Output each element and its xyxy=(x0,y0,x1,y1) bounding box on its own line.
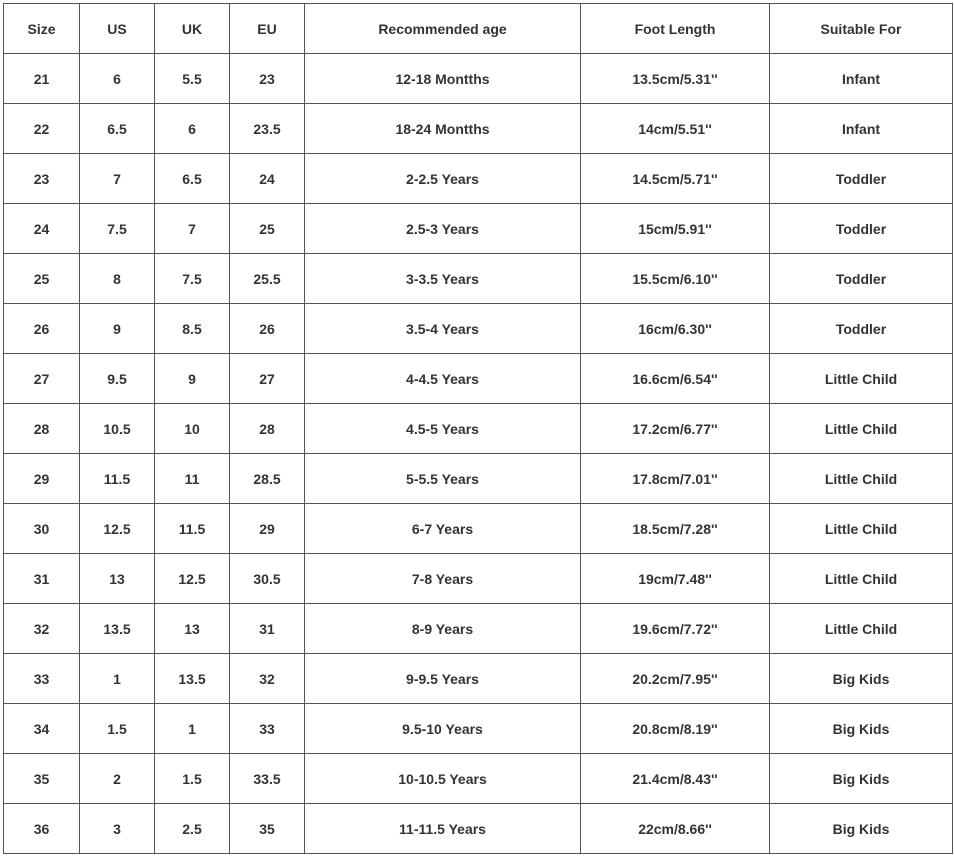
cell-recommended-age: 11-11.5 Years xyxy=(305,804,581,854)
cell-suitable-for: Big Kids xyxy=(770,704,953,754)
cell-foot-length: 17.2cm/6.77'' xyxy=(581,404,770,454)
cell-us: 2 xyxy=(80,754,155,804)
cell-eu: 33 xyxy=(230,704,305,754)
cell-us: 10.5 xyxy=(80,404,155,454)
cell-size: 30 xyxy=(4,504,80,554)
cell-recommended-age: 2-2.5 Years xyxy=(305,154,581,204)
cell-foot-length: 14.5cm/5.71'' xyxy=(581,154,770,204)
cell-size: 24 xyxy=(4,204,80,254)
table-row xyxy=(4,404,953,454)
cell-size: 28 xyxy=(4,404,80,454)
header-size: Size xyxy=(4,4,80,54)
cell-foot-length: 16.6cm/6.54'' xyxy=(581,354,770,404)
header-recommended-age: Recommended age xyxy=(305,4,581,54)
cell-recommended-age: 7-8 Years xyxy=(305,554,581,604)
cell-uk: 2.5 xyxy=(155,804,230,854)
size-chart-table xyxy=(3,3,953,854)
table-row xyxy=(4,504,953,554)
cell-suitable-for: Little Child xyxy=(770,454,953,504)
cell-eu: 35 xyxy=(230,804,305,854)
cell-recommended-age: 10-10.5 Years xyxy=(305,754,581,804)
cell-uk: 12.5 xyxy=(155,554,230,604)
cell-size: 33 xyxy=(4,654,80,704)
cell-eu: 23 xyxy=(230,54,305,104)
cell-suitable-for: Little Child xyxy=(770,354,953,404)
size-chart xyxy=(3,3,952,854)
cell-uk: 5.5 xyxy=(155,54,230,104)
table-row xyxy=(4,454,953,504)
cell-uk: 13 xyxy=(155,604,230,654)
table-row xyxy=(4,204,953,254)
cell-foot-length: 21.4cm/8.43'' xyxy=(581,754,770,804)
cell-eu: 28.5 xyxy=(230,454,305,504)
cell-uk: 8.5 xyxy=(155,304,230,354)
cell-suitable-for: Big Kids xyxy=(770,804,953,854)
cell-suitable-for: Infant xyxy=(770,104,953,154)
cell-us: 12.5 xyxy=(80,504,155,554)
cell-recommended-age: 12-18 Montths xyxy=(305,54,581,104)
cell-eu: 25.5 xyxy=(230,254,305,304)
table-header-row xyxy=(4,4,953,54)
cell-suitable-for: Little Child xyxy=(770,504,953,554)
cell-eu: 32 xyxy=(230,654,305,704)
header-eu: EU xyxy=(230,4,305,54)
cell-suitable-for: Toddler xyxy=(770,304,953,354)
cell-us: 7.5 xyxy=(80,204,155,254)
cell-recommended-age: 3.5-4 Years xyxy=(305,304,581,354)
table-row xyxy=(4,154,953,204)
table-row xyxy=(4,254,953,304)
cell-suitable-for: Big Kids xyxy=(770,654,953,704)
table-row xyxy=(4,104,953,154)
cell-uk: 7.5 xyxy=(155,254,230,304)
cell-recommended-age: 9-9.5 Years xyxy=(305,654,581,704)
cell-eu: 27 xyxy=(230,354,305,404)
cell-uk: 1 xyxy=(155,704,230,754)
cell-suitable-for: Big Kids xyxy=(770,754,953,804)
cell-recommended-age: 5-5.5 Years xyxy=(305,454,581,504)
cell-size: 29 xyxy=(4,454,80,504)
cell-size: 36 xyxy=(4,804,80,854)
cell-eu: 28 xyxy=(230,404,305,454)
cell-us: 9.5 xyxy=(80,354,155,404)
cell-uk: 11 xyxy=(155,454,230,504)
table-row xyxy=(4,654,953,704)
table-row xyxy=(4,54,953,104)
cell-eu: 31 xyxy=(230,604,305,654)
cell-foot-length: 17.8cm/7.01'' xyxy=(581,454,770,504)
cell-foot-length: 22cm/8.66'' xyxy=(581,804,770,854)
cell-size: 25 xyxy=(4,254,80,304)
header-uk: UK xyxy=(155,4,230,54)
cell-foot-length: 19cm/7.48'' xyxy=(581,554,770,604)
cell-size: 23 xyxy=(4,154,80,204)
table-row xyxy=(4,804,953,854)
table-row xyxy=(4,704,953,754)
cell-recommended-age: 8-9 Years xyxy=(305,604,581,654)
cell-foot-length: 20.2cm/7.95'' xyxy=(581,654,770,704)
cell-size: 22 xyxy=(4,104,80,154)
cell-eu: 24 xyxy=(230,154,305,204)
cell-size: 21 xyxy=(4,54,80,104)
table-row xyxy=(4,754,953,804)
cell-us: 6 xyxy=(80,54,155,104)
cell-foot-length: 16cm/6.30'' xyxy=(581,304,770,354)
cell-us: 1 xyxy=(80,654,155,704)
cell-recommended-age: 9.5-10 Years xyxy=(305,704,581,754)
table-row xyxy=(4,604,953,654)
cell-suitable-for: Little Child xyxy=(770,604,953,654)
header-foot-length: Foot Length xyxy=(581,4,770,54)
cell-us: 1.5 xyxy=(80,704,155,754)
cell-size: 34 xyxy=(4,704,80,754)
cell-us: 11.5 xyxy=(80,454,155,504)
cell-foot-length: 19.6cm/7.72'' xyxy=(581,604,770,654)
cell-recommended-age: 4.5-5 Years xyxy=(305,404,581,454)
cell-eu: 25 xyxy=(230,204,305,254)
cell-recommended-age: 6-7 Years xyxy=(305,504,581,554)
table-row xyxy=(4,354,953,404)
table-row xyxy=(4,304,953,354)
cell-suitable-for: Toddler xyxy=(770,254,953,304)
cell-size: 31 xyxy=(4,554,80,604)
cell-size: 26 xyxy=(4,304,80,354)
cell-eu: 23.5 xyxy=(230,104,305,154)
cell-foot-length: 13.5cm/5.31'' xyxy=(581,54,770,104)
cell-eu: 30.5 xyxy=(230,554,305,604)
cell-uk: 7 xyxy=(155,204,230,254)
cell-uk: 13.5 xyxy=(155,654,230,704)
cell-suitable-for: Toddler xyxy=(770,204,953,254)
header-suitable-for: Suitable For xyxy=(770,4,953,54)
cell-uk: 10 xyxy=(155,404,230,454)
cell-uk: 6 xyxy=(155,104,230,154)
cell-eu: 33.5 xyxy=(230,754,305,804)
cell-us: 3 xyxy=(80,804,155,854)
cell-recommended-age: 4-4.5 Years xyxy=(305,354,581,404)
cell-size: 27 xyxy=(4,354,80,404)
cell-size: 35 xyxy=(4,754,80,804)
cell-size: 32 xyxy=(4,604,80,654)
cell-us: 8 xyxy=(80,254,155,304)
cell-us: 9 xyxy=(80,304,155,354)
table-row xyxy=(4,554,953,604)
cell-recommended-age: 18-24 Montths xyxy=(305,104,581,154)
cell-suitable-for: Little Child xyxy=(770,554,953,604)
cell-suitable-for: Infant xyxy=(770,54,953,104)
header-us: US xyxy=(80,4,155,54)
cell-us: 13 xyxy=(80,554,155,604)
cell-us: 13.5 xyxy=(80,604,155,654)
cell-recommended-age: 3-3.5 Years xyxy=(305,254,581,304)
cell-foot-length: 15.5cm/6.10'' xyxy=(581,254,770,304)
cell-foot-length: 15cm/5.91'' xyxy=(581,204,770,254)
cell-us: 7 xyxy=(80,154,155,204)
cell-foot-length: 14cm/5.51'' xyxy=(581,104,770,154)
cell-us: 6.5 xyxy=(80,104,155,154)
cell-foot-length: 20.8cm/8.19'' xyxy=(581,704,770,754)
cell-uk: 11.5 xyxy=(155,504,230,554)
cell-suitable-for: Little Child xyxy=(770,404,953,454)
cell-uk: 6.5 xyxy=(155,154,230,204)
cell-eu: 26 xyxy=(230,304,305,354)
cell-recommended-age: 2.5-3 Years xyxy=(305,204,581,254)
cell-uk: 9 xyxy=(155,354,230,404)
cell-foot-length: 18.5cm/7.28'' xyxy=(581,504,770,554)
cell-uk: 1.5 xyxy=(155,754,230,804)
cell-eu: 29 xyxy=(230,504,305,554)
cell-suitable-for: Toddler xyxy=(770,154,953,204)
table-body xyxy=(4,54,953,854)
